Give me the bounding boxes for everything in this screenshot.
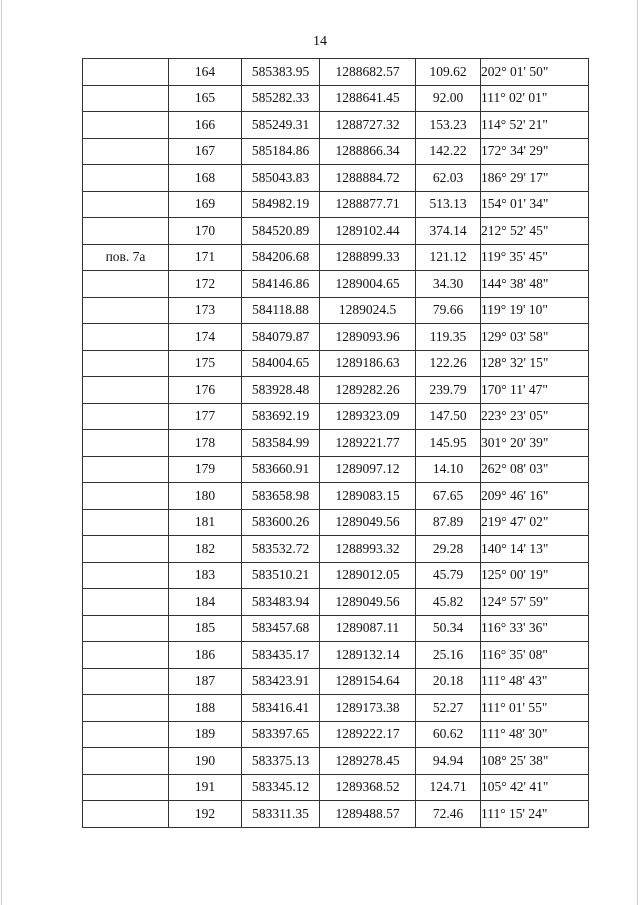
coordinates-table	[82, 58, 589, 828]
table-row	[83, 297, 589, 324]
turn-label-cell	[83, 85, 169, 112]
point-number-cell: 166	[169, 112, 242, 139]
direction-angle-cell: 111° 48' 43"	[481, 668, 589, 695]
direction-angle-cell: 262° 08' 03"	[481, 456, 589, 483]
turn-label-cell	[83, 642, 169, 669]
x-coordinate-cell: 583416.41	[242, 695, 320, 722]
direction-angle-cell: 144° 38' 48"	[481, 271, 589, 298]
turn-label-cell	[83, 138, 169, 165]
distance-cell: 25.16	[416, 642, 481, 669]
table-row	[83, 801, 589, 828]
table-row	[83, 191, 589, 218]
direction-angle-cell: 219° 47' 02"	[481, 509, 589, 536]
page-edge-left	[1, 0, 2, 905]
direction-angle-cell: 212° 52' 45"	[481, 218, 589, 245]
point-number-cell: 171	[169, 244, 242, 271]
point-number-cell: 178	[169, 430, 242, 457]
distance-cell: 34.30	[416, 271, 481, 298]
y-coordinate-cell: 1289278.45	[320, 748, 416, 775]
distance-cell: 45.82	[416, 589, 481, 616]
turn-label-cell	[83, 668, 169, 695]
x-coordinate-cell: 585043.83	[242, 165, 320, 192]
turn-label-cell	[83, 403, 169, 430]
x-coordinate-cell: 584079.87	[242, 324, 320, 351]
turn-label-cell	[83, 562, 169, 589]
table-row	[83, 721, 589, 748]
direction-angle-cell: 124° 57' 59"	[481, 589, 589, 616]
turn-label-cell	[83, 350, 169, 377]
direction-angle-cell: 111° 48' 30"	[481, 721, 589, 748]
table-row	[83, 271, 589, 298]
direction-angle-cell: 111° 01' 55"	[481, 695, 589, 722]
table-row	[83, 85, 589, 112]
point-number-cell: 164	[169, 59, 242, 86]
direction-angle-cell: 186° 29' 17"	[481, 165, 589, 192]
page-number: 14	[313, 34, 327, 49]
y-coordinate-cell: 1289102.44	[320, 218, 416, 245]
turn-label-cell	[83, 297, 169, 324]
y-coordinate-cell: 1289222.17	[320, 721, 416, 748]
y-coordinate-cell: 1288993.32	[320, 536, 416, 563]
direction-angle-cell: 108° 25' 38"	[481, 748, 589, 775]
x-coordinate-cell: 585249.31	[242, 112, 320, 139]
x-coordinate-cell: 583928.48	[242, 377, 320, 404]
distance-cell: 119.35	[416, 324, 481, 351]
point-number-cell: 179	[169, 456, 242, 483]
turn-label-cell	[83, 430, 169, 457]
direction-angle-cell: 116° 33' 36"	[481, 615, 589, 642]
distance-cell: 52.27	[416, 695, 481, 722]
direction-angle-cell: 209° 46' 16"	[481, 483, 589, 510]
y-coordinate-cell: 1288877.71	[320, 191, 416, 218]
point-number-cell: 173	[169, 297, 242, 324]
point-number-cell: 177	[169, 403, 242, 430]
table-row	[83, 642, 589, 669]
distance-cell: 122.26	[416, 350, 481, 377]
distance-cell: 147.50	[416, 403, 481, 430]
direction-angle-cell: 223° 23' 05"	[481, 403, 589, 430]
direction-angle-cell: 154° 01' 34"	[481, 191, 589, 218]
distance-cell: 72.46	[416, 801, 481, 828]
direction-angle-cell: 116° 35' 08"	[481, 642, 589, 669]
x-coordinate-cell: 583397.65	[242, 721, 320, 748]
direction-angle-cell: 170° 11' 47"	[481, 377, 589, 404]
distance-cell: 513.13	[416, 191, 481, 218]
distance-cell: 142.22	[416, 138, 481, 165]
point-number-cell: 188	[169, 695, 242, 722]
table-row	[83, 377, 589, 404]
turn-label-cell	[83, 695, 169, 722]
turn-label-cell	[83, 218, 169, 245]
distance-cell: 239.79	[416, 377, 481, 404]
y-coordinate-cell: 1289368.52	[320, 774, 416, 801]
point-number-cell: 174	[169, 324, 242, 351]
y-coordinate-cell: 1288641.45	[320, 85, 416, 112]
distance-cell: 92.00	[416, 85, 481, 112]
turn-label-cell: пов. 7а	[83, 244, 169, 271]
table-row	[83, 509, 589, 536]
y-coordinate-cell: 1289012.05	[320, 562, 416, 589]
turn-label-cell	[83, 774, 169, 801]
turn-label-cell	[83, 536, 169, 563]
point-number-cell: 181	[169, 509, 242, 536]
point-number-cell: 169	[169, 191, 242, 218]
distance-cell: 374.14	[416, 218, 481, 245]
table-row	[83, 774, 589, 801]
turn-label-cell	[83, 721, 169, 748]
turn-label-cell	[83, 589, 169, 616]
x-coordinate-cell: 583375.13	[242, 748, 320, 775]
x-coordinate-cell: 583457.68	[242, 615, 320, 642]
point-number-cell: 184	[169, 589, 242, 616]
y-coordinate-cell: 1289323.09	[320, 403, 416, 430]
turn-label-cell	[83, 801, 169, 828]
x-coordinate-cell: 583532.72	[242, 536, 320, 563]
table-row	[83, 112, 589, 139]
distance-cell: 145.95	[416, 430, 481, 457]
distance-cell: 153.23	[416, 112, 481, 139]
distance-cell: 87.89	[416, 509, 481, 536]
x-coordinate-cell: 583660.91	[242, 456, 320, 483]
turn-label-cell	[83, 509, 169, 536]
point-number-cell: 185	[169, 615, 242, 642]
x-coordinate-cell: 583658.98	[242, 483, 320, 510]
x-coordinate-cell: 583435.17	[242, 642, 320, 669]
distance-cell: 62.03	[416, 165, 481, 192]
direction-angle-cell: 114° 52' 21"	[481, 112, 589, 139]
y-coordinate-cell: 1288884.72	[320, 165, 416, 192]
y-coordinate-cell: 1288682.57	[320, 59, 416, 86]
distance-cell: 45.79	[416, 562, 481, 589]
direction-angle-cell: 301° 20' 39"	[481, 430, 589, 457]
turn-label-cell	[83, 271, 169, 298]
table-row	[83, 59, 589, 86]
direction-angle-cell: 129° 03' 58"	[481, 324, 589, 351]
table-row	[83, 615, 589, 642]
distance-cell: 20.18	[416, 668, 481, 695]
turn-label-cell	[83, 456, 169, 483]
y-coordinate-cell: 1289087.11	[320, 615, 416, 642]
point-number-cell: 191	[169, 774, 242, 801]
distance-cell: 124.71	[416, 774, 481, 801]
y-coordinate-cell: 1289221.77	[320, 430, 416, 457]
direction-angle-cell: 172° 34' 29"	[481, 138, 589, 165]
direction-angle-cell: 202° 01' 50"	[481, 59, 589, 86]
x-coordinate-cell: 583423.91	[242, 668, 320, 695]
point-number-cell: 192	[169, 801, 242, 828]
direction-angle-cell: 119° 35' 45"	[481, 244, 589, 271]
point-number-cell: 176	[169, 377, 242, 404]
point-number-cell: 180	[169, 483, 242, 510]
turn-label-cell	[83, 324, 169, 351]
y-coordinate-cell: 1289093.96	[320, 324, 416, 351]
y-coordinate-cell: 1289488.57	[320, 801, 416, 828]
x-coordinate-cell: 584520.89	[242, 218, 320, 245]
distance-cell: 14.10	[416, 456, 481, 483]
table-row	[83, 483, 589, 510]
turn-label-cell	[83, 377, 169, 404]
x-coordinate-cell: 585282.33	[242, 85, 320, 112]
x-coordinate-cell: 583345.12	[242, 774, 320, 801]
point-number-cell: 189	[169, 721, 242, 748]
table-row	[83, 165, 589, 192]
point-number-cell: 183	[169, 562, 242, 589]
table-row	[83, 562, 589, 589]
table-row	[83, 324, 589, 351]
x-coordinate-cell: 584206.68	[242, 244, 320, 271]
x-coordinate-cell: 583483.94	[242, 589, 320, 616]
direction-angle-cell: 125° 00' 19"	[481, 562, 589, 589]
distance-cell: 109.62	[416, 59, 481, 86]
table-row	[83, 430, 589, 457]
point-number-cell: 182	[169, 536, 242, 563]
page-edge-right	[637, 0, 638, 905]
table-row	[83, 589, 589, 616]
table-row	[83, 668, 589, 695]
turn-label-cell	[83, 165, 169, 192]
x-coordinate-cell: 583510.21	[242, 562, 320, 589]
table-row	[83, 456, 589, 483]
point-number-cell: 168	[169, 165, 242, 192]
point-number-cell: 170	[169, 218, 242, 245]
y-coordinate-cell: 1289186.63	[320, 350, 416, 377]
x-coordinate-cell: 583584.99	[242, 430, 320, 457]
distance-cell: 60.62	[416, 721, 481, 748]
turn-label-cell	[83, 615, 169, 642]
y-coordinate-cell: 1289173.38	[320, 695, 416, 722]
point-number-cell: 175	[169, 350, 242, 377]
y-coordinate-cell: 1289049.56	[320, 589, 416, 616]
x-coordinate-cell: 584146.86	[242, 271, 320, 298]
y-coordinate-cell: 1289049.56	[320, 509, 416, 536]
x-coordinate-cell: 583311.35	[242, 801, 320, 828]
direction-angle-cell: 128° 32' 15"	[481, 350, 589, 377]
turn-label-cell	[83, 112, 169, 139]
point-number-cell: 172	[169, 271, 242, 298]
table-row	[83, 350, 589, 377]
x-coordinate-cell: 584118.88	[242, 297, 320, 324]
x-coordinate-cell: 585383.95	[242, 59, 320, 86]
y-coordinate-cell: 1289004.65	[320, 271, 416, 298]
y-coordinate-cell: 1289132.14	[320, 642, 416, 669]
table-row	[83, 536, 589, 563]
table-row	[83, 748, 589, 775]
turn-label-cell	[83, 748, 169, 775]
y-coordinate-cell: 1289154.64	[320, 668, 416, 695]
table-row	[83, 403, 589, 430]
distance-cell: 67.65	[416, 483, 481, 510]
distance-cell: 79.66	[416, 297, 481, 324]
y-coordinate-cell: 1288899.33	[320, 244, 416, 271]
x-coordinate-cell: 585184.86	[242, 138, 320, 165]
table-row	[83, 244, 589, 271]
y-coordinate-cell: 1289024.5	[320, 297, 416, 324]
x-coordinate-cell: 584982.19	[242, 191, 320, 218]
turn-label-cell	[83, 483, 169, 510]
distance-cell: 29.28	[416, 536, 481, 563]
distance-cell: 50.34	[416, 615, 481, 642]
y-coordinate-cell: 1289097.12	[320, 456, 416, 483]
direction-angle-cell: 111° 15' 24"	[481, 801, 589, 828]
turn-label-cell	[83, 191, 169, 218]
table-row	[83, 695, 589, 722]
y-coordinate-cell: 1289083.15	[320, 483, 416, 510]
direction-angle-cell: 140° 14' 13"	[481, 536, 589, 563]
point-number-cell: 186	[169, 642, 242, 669]
x-coordinate-cell: 583692.19	[242, 403, 320, 430]
x-coordinate-cell: 583600.26	[242, 509, 320, 536]
direction-angle-cell: 119° 19' 10"	[481, 297, 589, 324]
distance-cell: 121.12	[416, 244, 481, 271]
y-coordinate-cell: 1289282.26	[320, 377, 416, 404]
point-number-cell: 165	[169, 85, 242, 112]
point-number-cell: 167	[169, 138, 242, 165]
turn-label-cell	[83, 59, 169, 86]
table-row	[83, 218, 589, 245]
x-coordinate-cell: 584004.65	[242, 350, 320, 377]
direction-angle-cell: 111° 02' 01"	[481, 85, 589, 112]
direction-angle-cell: 105° 42' 41"	[481, 774, 589, 801]
y-coordinate-cell: 1288866.34	[320, 138, 416, 165]
y-coordinate-cell: 1288727.32	[320, 112, 416, 139]
point-number-cell: 190	[169, 748, 242, 775]
table-row	[83, 138, 589, 165]
distance-cell: 94.94	[416, 748, 481, 775]
point-number-cell: 187	[169, 668, 242, 695]
